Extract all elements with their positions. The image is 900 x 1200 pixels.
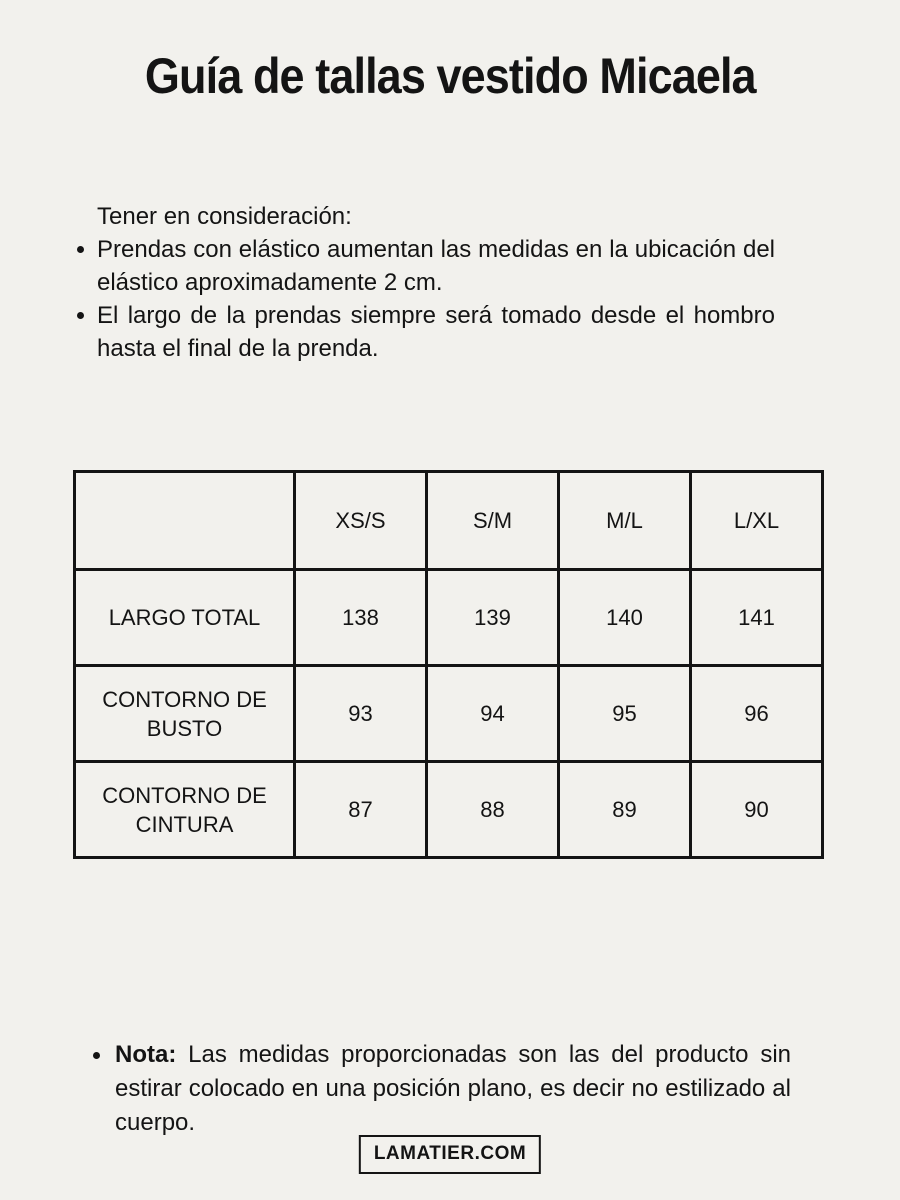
page-title-text: Guía de tallas vestido Micaela xyxy=(144,48,756,104)
measure-value: 90 xyxy=(691,762,823,858)
measure-value: 94 xyxy=(427,666,559,762)
measure-value: 95 xyxy=(559,666,691,762)
consideration-item: Prendas con elástico aumentan las medidas en la ubicación del elástico aproximadamente 2 cm. xyxy=(97,233,775,299)
note-paragraph xyxy=(93,1038,791,1140)
size-column-header: L/XL xyxy=(691,472,823,570)
size-column-header: S/M xyxy=(427,472,559,570)
measure-value: 138 xyxy=(295,570,427,666)
measure-value: 96 xyxy=(691,666,823,762)
table-row xyxy=(75,570,823,666)
considerations-list xyxy=(75,233,775,365)
size-table-header-row xyxy=(75,472,823,570)
measure-value: 89 xyxy=(559,762,691,858)
size-column-header: XS/S xyxy=(295,472,427,570)
measure-value: 140 xyxy=(559,570,691,666)
measure-label: LARGO TOTAL xyxy=(75,570,295,666)
size-table-corner-cell xyxy=(75,472,295,570)
note-label: Nota: xyxy=(115,1041,177,1068)
measure-value: 88 xyxy=(427,762,559,858)
table-row xyxy=(75,762,823,858)
brand-box xyxy=(359,1135,541,1174)
considerations-heading: Tener en consideración: xyxy=(97,203,352,230)
size-column-header: M/L xyxy=(559,472,691,570)
table-row xyxy=(75,666,823,762)
page-title xyxy=(0,46,900,106)
measure-value: 87 xyxy=(295,762,427,858)
consideration-item: El largo de la prendas siempre será tomado desde el hombro hasta el final de la prenda. xyxy=(97,299,775,365)
size-table xyxy=(73,470,824,859)
brand-site-label: LAMATIER.COM xyxy=(373,1143,527,1164)
note-text: Las medidas proporcionadas son las del producto sin estirar colocado en una posición plano, es decir no estilizado al cuerpo. xyxy=(115,1041,791,1136)
measure-value: 93 xyxy=(295,666,427,762)
considerations-section xyxy=(75,200,775,365)
measure-label: CONTORNO DE CINTURA xyxy=(75,762,295,858)
measure-value: 141 xyxy=(691,570,823,666)
measure-value: 139 xyxy=(427,570,559,666)
measure-label: CONTORNO DE BUSTO xyxy=(75,666,295,762)
